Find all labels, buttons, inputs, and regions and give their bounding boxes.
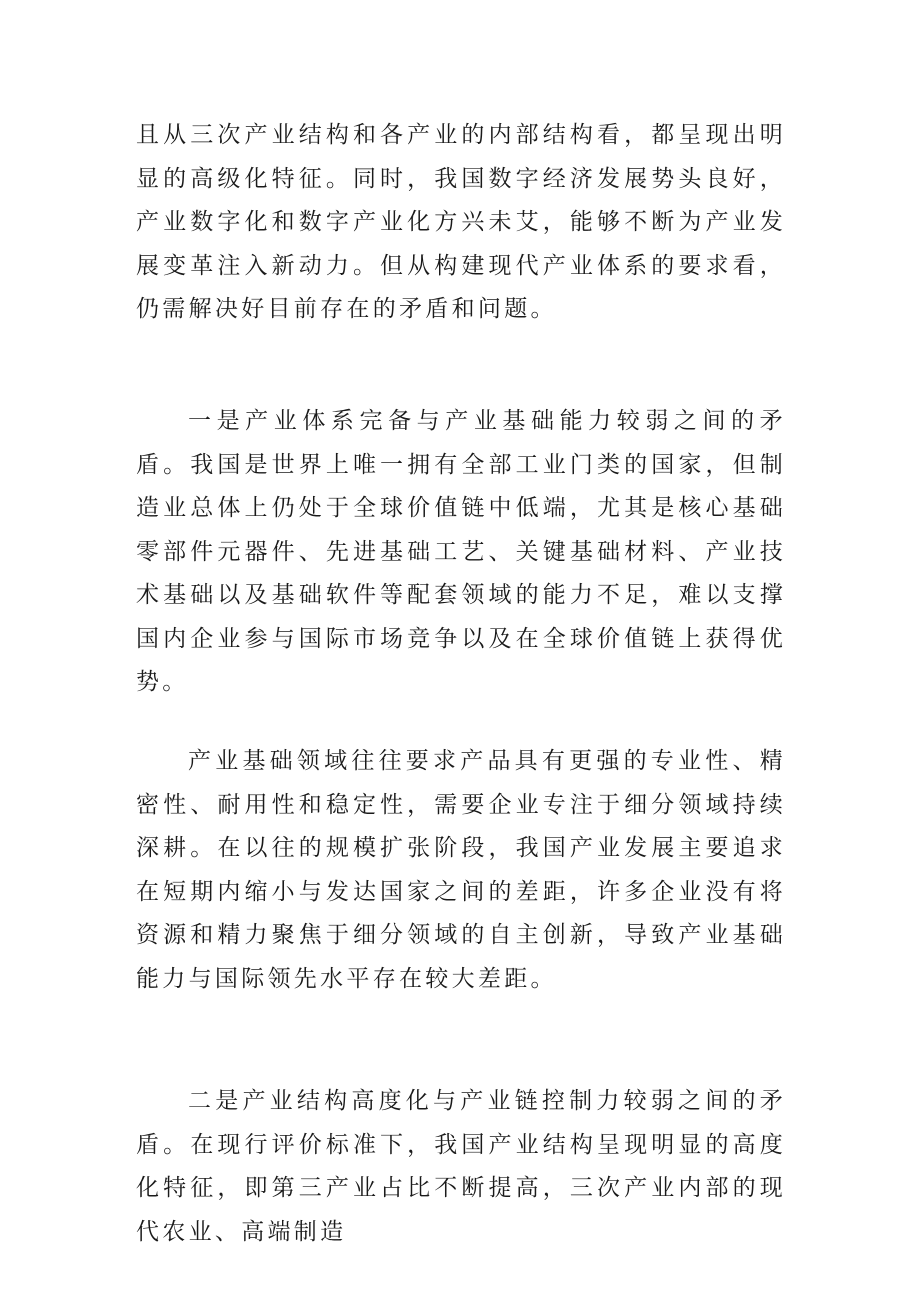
paragraph-industrial-foundation-contradiction: 一是产业体系完备与产业基础能力较弱之间的矛盾。我国是世界上唯一拥有全部工业门类的国家，但制造业总体上仍处于全球价值链中低端，尤其是核心基础零部件元器件、先进基础工艺、关键基础材料、产业技术基础以及基础软件等配套领域的能力不足，难以支撑国内企业参与国际市场竞争以及在全球价值链上获得优势。 — [136, 408, 786, 695]
paragraph-foundation-field-requirements: 产业基础领域往往要求产品具有更强的专业性、精密性、耐用性和稳定性，需要企业专注于细分领域持续深耕。在以往的规模扩张阶段，我国产业发展主要追求在短期内缩小与发达国家之间的差距，许多企业没有将资源和精力聚焦于细分领域的自主创新，导致产业基础能力与国际领先水平存在较大差距。 — [136, 748, 786, 992]
paragraph-industrial-structure-intro: 且从三次产业结构和各产业的内部结构看，都呈现出明显的高级化特征。同时，我国数字经济发展势头良好，产业数字化和数字产业化方兴未艾，能够不断为产业发展变革注入新动力。但从构建现代产业体系的要求看，仍需解决好目前存在的矛盾和问题。 — [136, 122, 786, 322]
paragraph-industrial-chain-control-contradiction: 二是产业结构高度化与产业链控制力较弱之间的矛盾。在现行评价标准下，我国产业结构呈现明显的高度化特征，即第三产业占比不断提高，三次产业内部的现代农业、高端制造 — [136, 1088, 786, 1245]
